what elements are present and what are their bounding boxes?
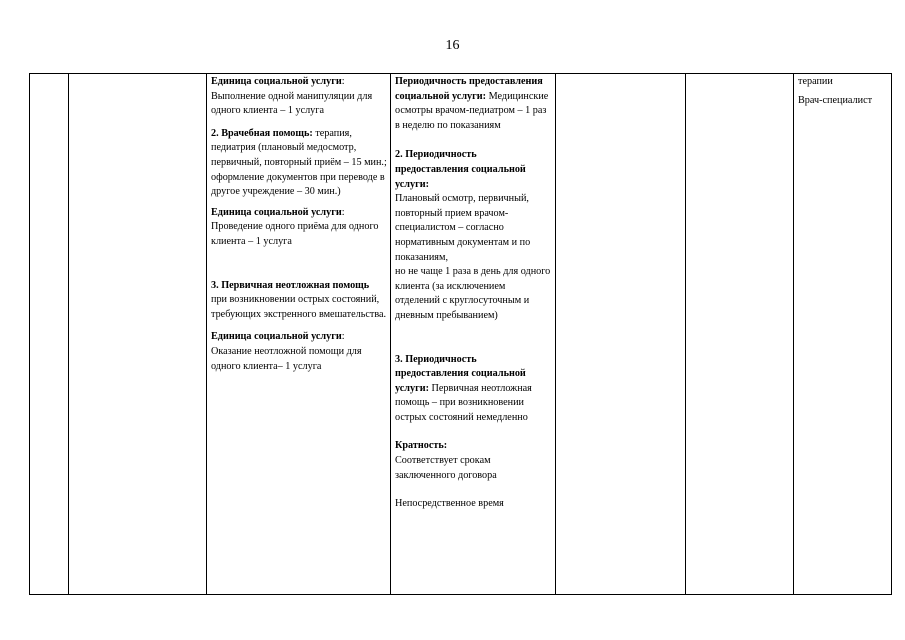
unit-colon: : bbox=[341, 76, 345, 87]
periodicity-block-3 bbox=[395, 353, 552, 426]
item-title: 2. Врачебная помощь: bbox=[211, 127, 313, 139]
cell-responsible bbox=[794, 74, 892, 595]
unit-text: Проведение одного приёма для одного клиента – 1 услуга bbox=[211, 221, 379, 247]
cell-service-name bbox=[69, 74, 207, 595]
services-table bbox=[29, 73, 892, 595]
periodicity-text: но не чаще 1 раза в день для одного клиента (за исключением отделений с круглосуточным и дневным пребыванием) bbox=[395, 266, 551, 321]
cell-empty-6 bbox=[686, 74, 794, 595]
periodicity-text: Медицинские осмотры врачом-педиатром – 1 раз в неделю по показаниям bbox=[395, 90, 549, 131]
periodicity-title: 2. Периодичность предоставления социальной услуги: bbox=[395, 149, 526, 190]
periodicity-block-1 bbox=[395, 75, 552, 133]
unit-text: Выполнение одной манипуляции для одного клиента – 1 услуга bbox=[211, 90, 373, 117]
page-number: 16 bbox=[445, 38, 460, 53]
direct-time-text: Непосредственное время bbox=[395, 498, 504, 510]
item-title: 3. Первичная неотложная помощь bbox=[211, 279, 370, 291]
item-block-2 bbox=[211, 127, 387, 200]
unit-label: Единица социальной услуги bbox=[211, 206, 342, 218]
periodicity-text: Плановый осмотр, первичный, повторный прием врачом-специалистом – согласно нормативным документам и по показаниям, bbox=[395, 193, 531, 263]
unit-label: Единица социальной услуги bbox=[211, 76, 342, 87]
direct-time-block bbox=[395, 497, 552, 512]
cell-empty-5 bbox=[556, 74, 686, 595]
periodicity-text: Первичная неотложная помощь – при возникновении острых состояний немедленно bbox=[395, 382, 532, 423]
responsible-line-2: Врач-специалист bbox=[798, 94, 873, 106]
periodicity-title: 3. Периодичность предоставления социальной услуги: bbox=[395, 353, 526, 394]
unit-block-3 bbox=[211, 330, 387, 374]
unit-block-1 bbox=[211, 75, 387, 119]
item-block-3 bbox=[211, 279, 387, 323]
cell-number bbox=[30, 74, 69, 595]
cell-periodicity bbox=[391, 74, 556, 595]
unit-colon: : bbox=[341, 331, 345, 343]
unit-block-2 bbox=[211, 206, 387, 250]
multiplicity-title: Кратность: bbox=[395, 440, 448, 452]
periodicity-block-2 bbox=[395, 148, 552, 323]
responsible-line-1: терапии bbox=[798, 76, 833, 87]
unit-colon: : bbox=[341, 206, 345, 218]
unit-label: Единица социальной услуги bbox=[211, 331, 342, 343]
multiplicity-block bbox=[395, 439, 552, 483]
item-text: при возникновении острых состояний, требующих экстренного вмешательства. bbox=[211, 294, 387, 320]
multiplicity-text: Соответствует срокам заключенного договора bbox=[395, 455, 497, 481]
item-text: терапия, педиатрия (плановый медосмотр, первичный, повторный приём – 15 мин.; оформление документов при переводе в другое учреждение – 30 мин.) bbox=[211, 127, 387, 198]
unit-text: Оказание неотложной помощи для одного клиента– 1 услуга bbox=[211, 345, 362, 372]
table-row bbox=[30, 74, 892, 595]
periodicity-title: Периодичность предоставления социальной услуги: bbox=[395, 76, 543, 102]
cell-service-description bbox=[207, 74, 391, 595]
